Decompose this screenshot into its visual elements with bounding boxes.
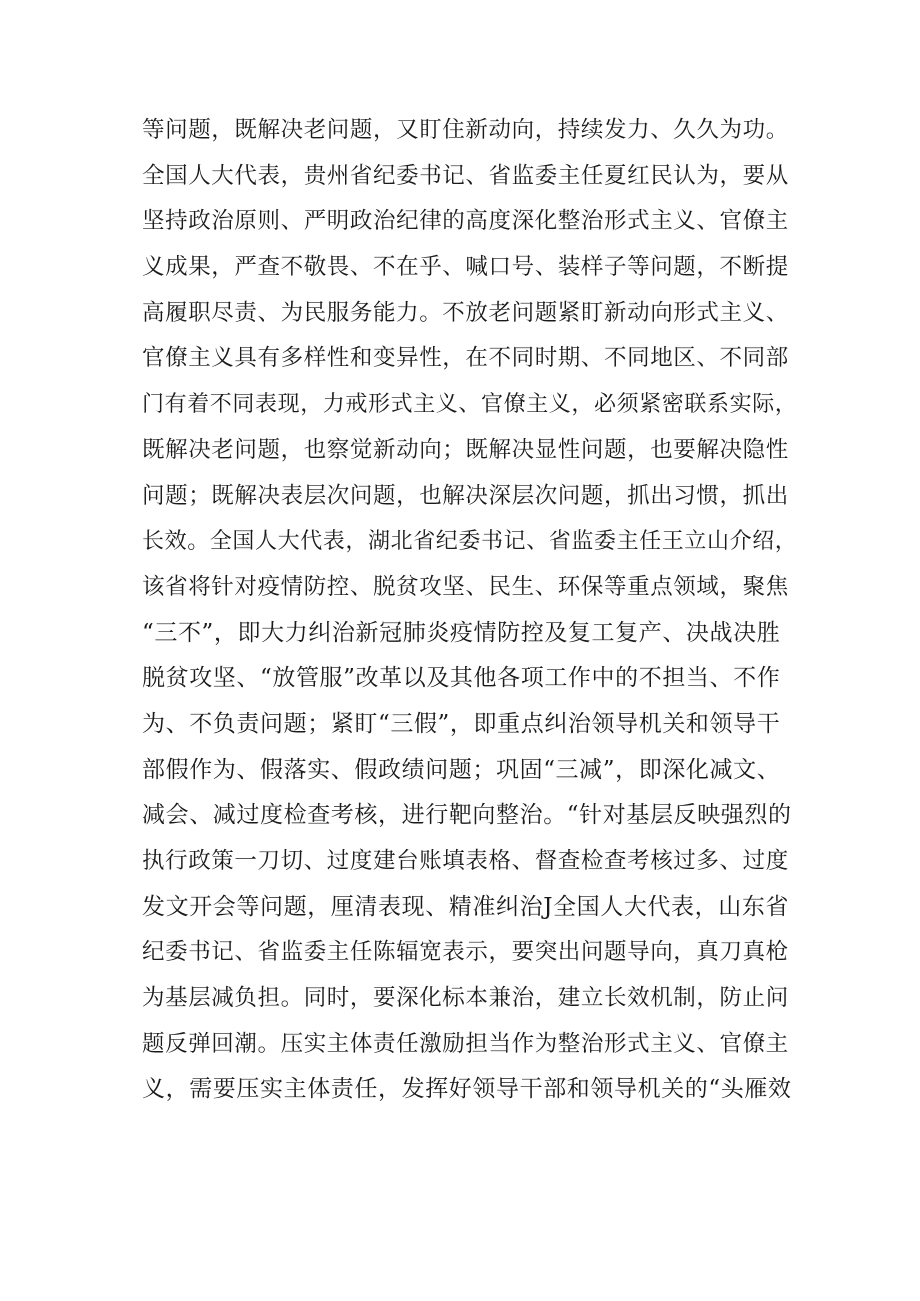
text-line: 义，需要压实主体责任，发挥好领导干部和领导机关的“头雁效 xyxy=(142,1076,792,1103)
text-line: 发文开会等问题，厘清表现、精准纠治J全国人大代表，山东省 xyxy=(142,893,790,920)
text-line: 坚持政治原则、严明政治纪律的高度深化整治形式主义、官僚主 xyxy=(142,208,789,235)
text-line: 问题；既解决表层次问题，也解决深层次问题，抓出习惯，抓出 xyxy=(142,482,789,509)
text-line: 门有着不同表现，力戒形式主义、官僚主义，必须紧密联系实际， xyxy=(142,392,798,418)
text-line: 高履职尽责、为民服务能力。不放老问题紧盯新动向形式主义、 xyxy=(142,299,789,326)
text-line: 题反弹回潮。压实主体责任激励担当作为整治形式主义、官僚主 xyxy=(142,1030,789,1057)
text-line: 为基层减负担。同时，要深化标本兼治，建立长效机制，防止问 xyxy=(142,985,789,1012)
text-line: 长效。全国人大代表，湖北省纪委书记、省监委主任王立山介绍， xyxy=(142,529,798,555)
text-line: 纪委书记、省监委主任陈辐宽表示，要突出问题导向，真刀真枪 xyxy=(142,939,789,966)
text-line: 脱贫攻坚、“放管服”改革以及其他各项工作中的不担当、不作 xyxy=(142,665,781,692)
text-line: 全国人大代表，贵州省纪委书记、省监委主任夏红民认为，要从 xyxy=(142,162,789,189)
text-line: 部假作为、假落实、假政绩问题；巩固“三减”，即深化减文、 xyxy=(142,756,781,783)
text-line: “三不”，即大力纠治新冠肺炎疫情防控及复工复产、决战决胜 xyxy=(142,619,781,646)
text-line: 等问题，既解决老问题，又盯住新动向，持续发力、久久为功。 xyxy=(142,117,789,143)
text-line: 官僚主义具有多样性和变异性，在不同时期、不同地区、不同部 xyxy=(142,345,789,372)
body-text xyxy=(142,108,802,1113)
text-line: 减会、减过度检查考核，进行靶向整治。“针对基层反映强烈的 xyxy=(142,802,792,829)
text-line: 义成果，严查不敬畏、不在乎、喊口号、装样子等问题，不断提 xyxy=(142,254,789,281)
text-line: 为、不负责问题；紧盯“三假”，即重点纠治领导机关和领导干 xyxy=(142,710,781,737)
text-line: 既解决老问题，也察觉新动向；既解决显性问题，也要解决隐性 xyxy=(142,436,789,463)
text-line: 该省将针对疫情防控、脱贫攻坚、民生、环保等重点领域，聚焦 xyxy=(142,573,789,600)
text-line: 执行政策一刀切、过度建台账填表格、督查检查考核过多、过度 xyxy=(142,848,789,874)
